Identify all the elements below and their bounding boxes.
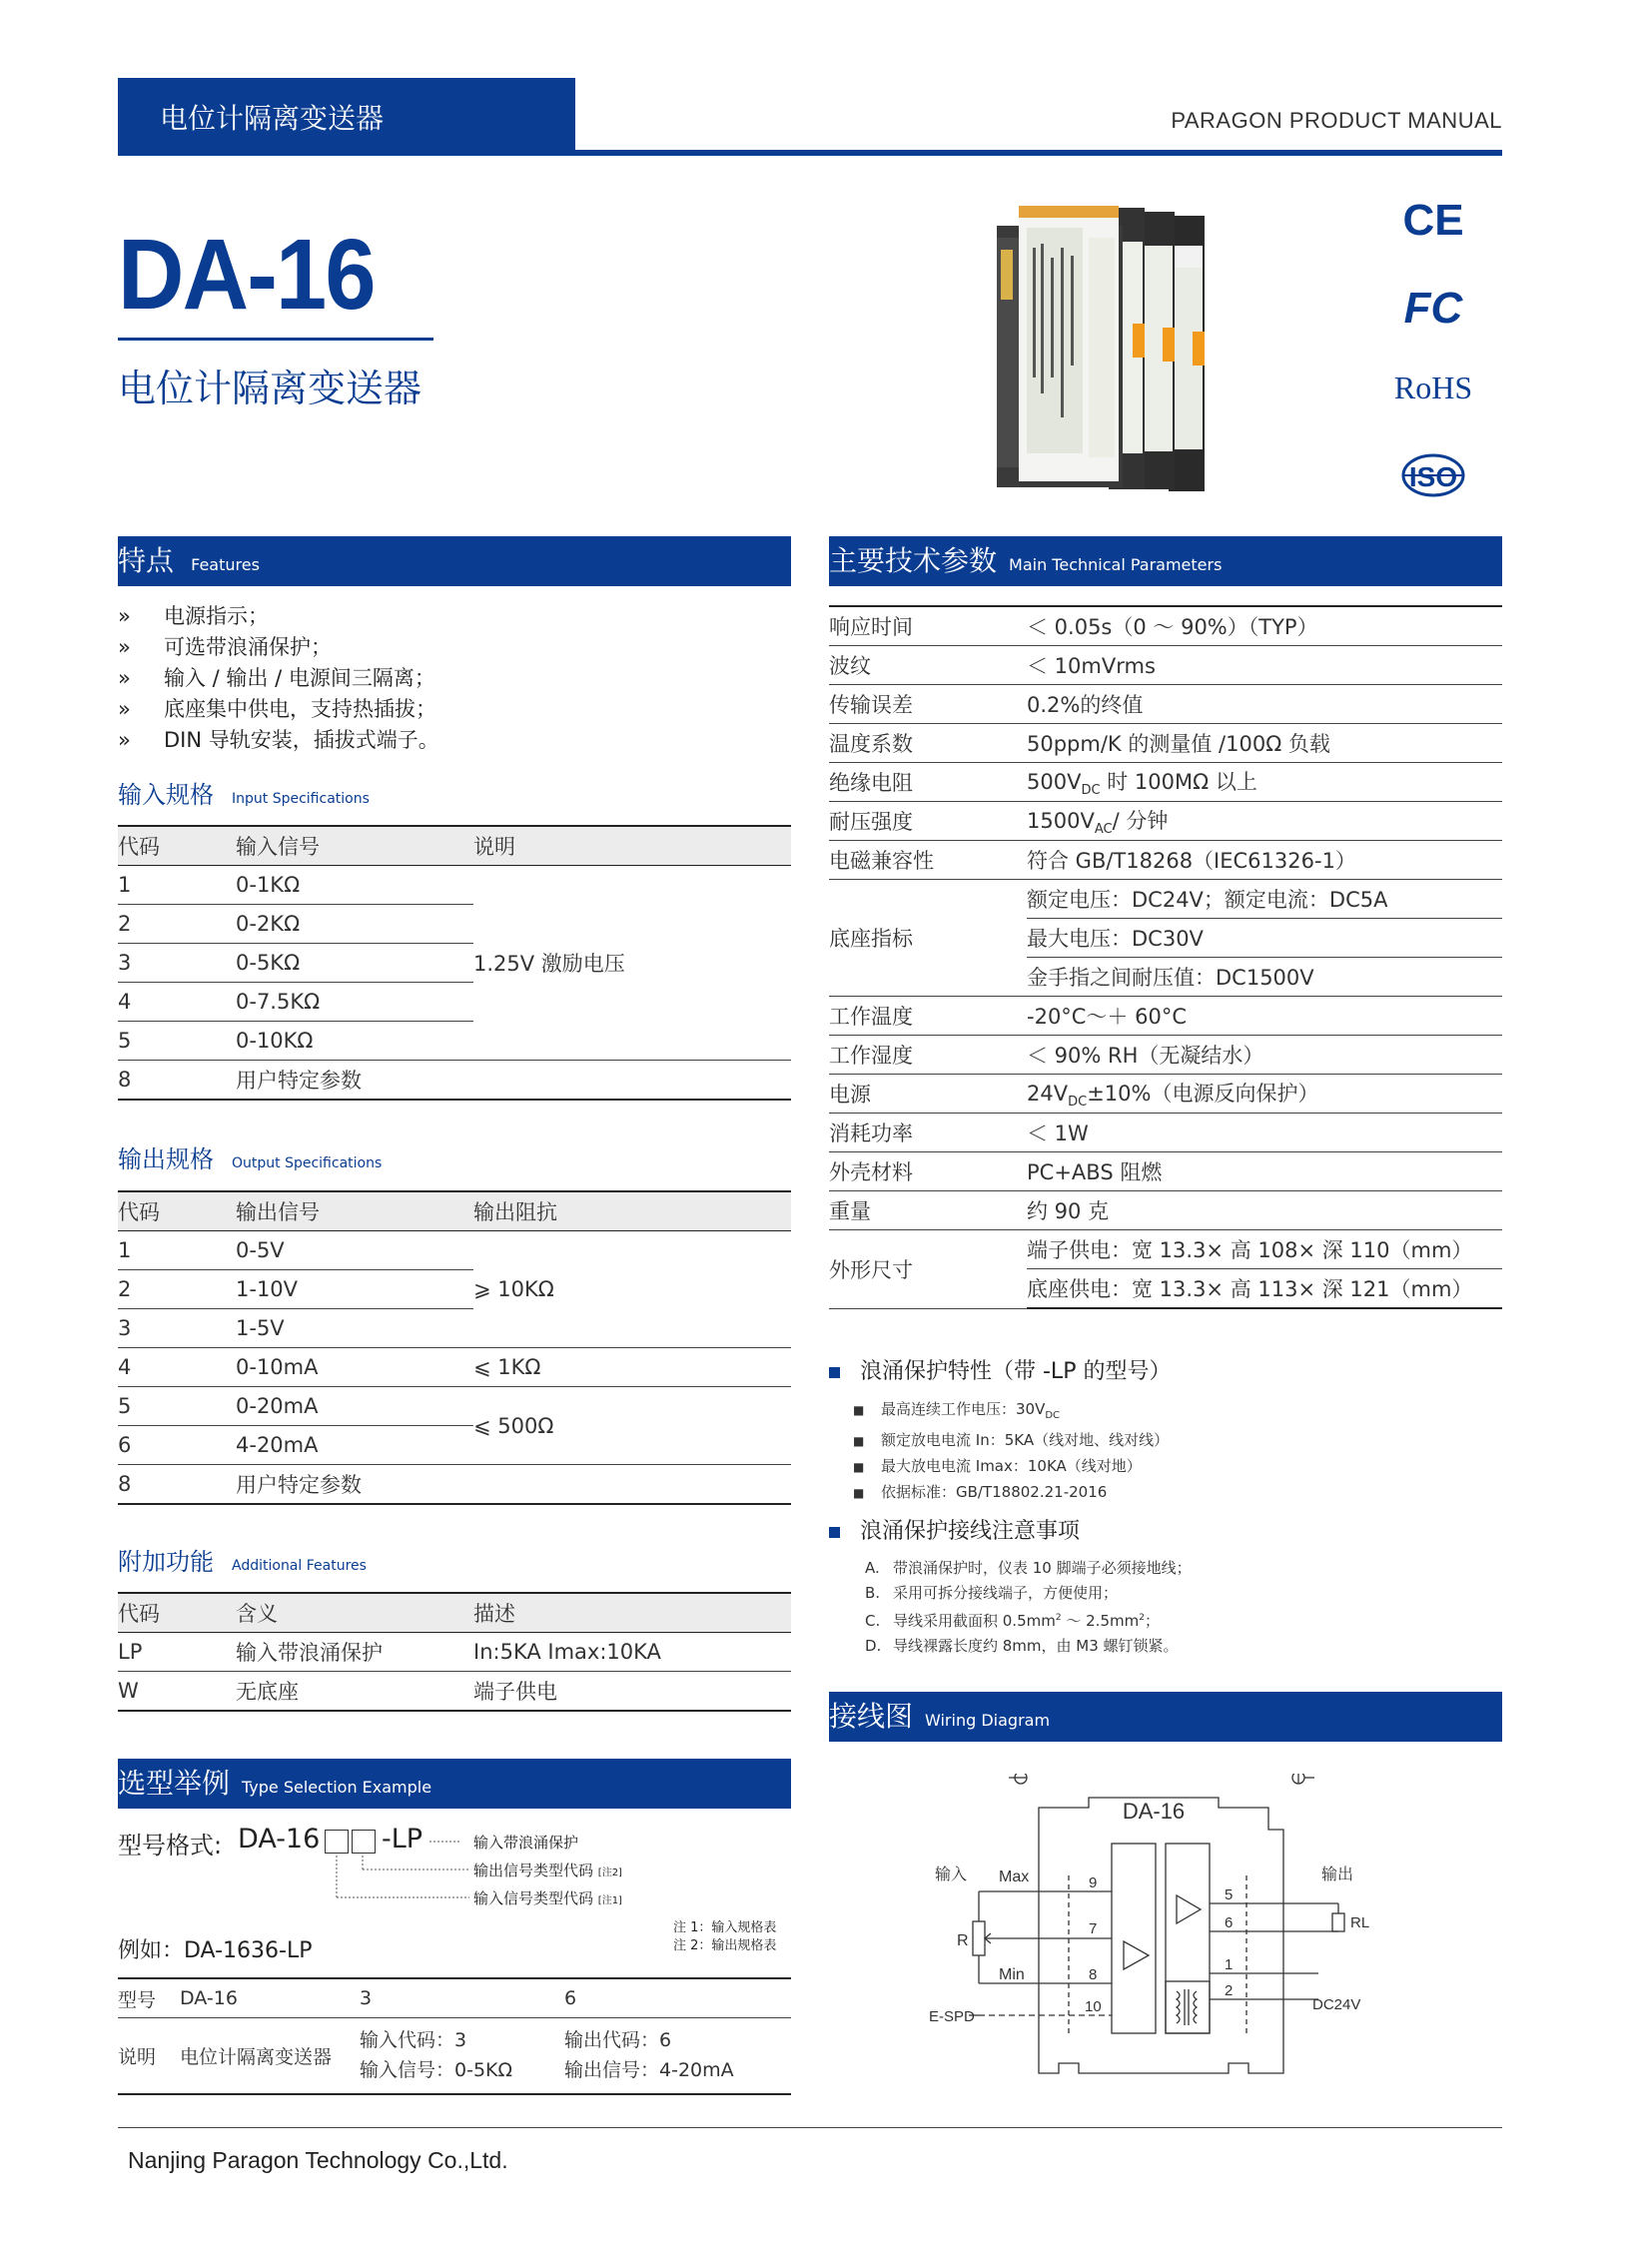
param-row: 电磁兼容性 符合 GB/T18268（IEC61326-1） [829,841,1502,880]
table-row: LP 输入带浪涌保护 In:5KA Imax:10KA [118,1633,791,1672]
param-row: 金手指之间耐压值：DC1500V [829,958,1502,997]
diagram-input-label: 输入 [935,1865,968,1883]
pin-label: 9 [1089,1874,1098,1891]
list-item: ■ 最大放电电流 Imax：10KA（线对地） [853,1457,1142,1475]
table-row: 2 0-2KΩ [118,905,791,944]
table-header-row: 代码 含义 描述 [118,1593,791,1633]
table-row: 3 0-5KΩ [118,944,791,983]
additional-heading: 附加功能 Additional Features [118,1548,367,1576]
output-spec-table [118,1190,791,1505]
iso-mark [1358,451,1508,499]
callout-lines [330,1838,479,1917]
feature-item: » DIN 导轨安装，插拔式端子。 [118,728,439,752]
ce-mark: CE [1402,196,1464,245]
table-row: 1 0-5V ⩾ 10KΩ [118,1231,791,1270]
excitation-note: 1.25V 激励电压 [473,866,791,1061]
features-title: 特点 [118,544,175,577]
pin-label: 1 [1225,1956,1234,1973]
iso-text: ISO [1408,461,1458,492]
features-title-en: Features [191,555,260,574]
param-row: 传输误差 0.2%的终值 [829,685,1502,724]
table-row: 型号 DA-16 3 6 [118,1978,791,2018]
callout-input: 输入信号类型代码 [注1] [473,1889,622,1907]
diagram-esdp-label: E-SPD [929,2008,975,2025]
param-row: 电源 $24V_{DC}\pm 10\%$（电源反向保护） [829,1075,1502,1114]
title-underline [118,338,433,341]
param-row: 底座指标 额定电压：DC24V；额定电流：DC5A [829,880,1502,919]
wiring-notes-heading: 浪涌保护接线注意事项 [829,1514,1080,1545]
input-spec-heading: 输入规格 Input Specifications [118,781,370,809]
param-row: 绝缘电阻 $500V_{DC}$ 时 100MΩ 以上 [829,763,1502,802]
feature-item: » 电源指示； [118,604,269,628]
product-image [989,198,1248,499]
pin-label: 7 [1089,1920,1098,1937]
pin-label: 6 [1225,1914,1234,1931]
param-row: 响应时间 ＜ 0.05s（0 ～ 90%）（TYP） [829,606,1502,646]
surge-heading: 浪涌保护特性（带 -LP 的型号） [829,1354,1171,1385]
manual-label: PARAGON PRODUCT MANUAL [1171,108,1502,133]
table-row: 5 0-20mA ⩽ 500Ω [118,1387,791,1426]
format-label: 型号格式: [118,1832,223,1860]
list-item: C. 导线采用截面积 $0.5mm^2$ ～ $2.5mm^2$； [865,1612,1160,1630]
format-suffix: -LP [382,1824,423,1855]
pin-label: 2 [1225,1982,1234,1999]
diagram-min-label: Min [999,1966,1025,1983]
feature-item: » 输入 / 输出 / 电源间三隔离； [118,666,435,690]
pin-label: 5 [1225,1886,1234,1903]
diagram-rl-label: RL [1350,1914,1370,1931]
table-row: 2 1-10V [118,1270,791,1309]
product-subtitle: 电位计隔离变送器 [118,367,422,410]
features-section-bar [118,536,791,586]
list-item: B. 采用可拆分接线端子，方便使用； [865,1584,1119,1602]
input-spec-table [118,825,791,1101]
diagram-module-label: DA-16 [1122,1799,1186,1824]
table-row: 4 0-10mA ⩽ 1KΩ [118,1348,791,1387]
surge-list [853,1397,1169,1506]
features-list [118,601,717,756]
param-row: 外壳材料 PC+ABS 阻燃 [829,1152,1502,1191]
table-row: 4 0-7.5KΩ [118,983,791,1022]
table-row: 说明 电位计隔离变送器 输入代码：3 输入信号：0-5KΩ 输出代码：6 输出信号：4-20mA [118,2018,791,2094]
table-header-row: 代码 输入信号 说明 [118,826,791,866]
diagram-max-label: Max [999,1868,1030,1885]
param-row: 外形尺寸 端子供电：宽 13.3× 高 108× 深 110（mm） [829,1230,1502,1269]
output-spec-heading: 输出规格 Output Specifications [118,1145,383,1173]
module-front [997,206,1123,487]
footer-rule [118,2127,1502,2128]
callout-output: 输出信号类型代码 [注2] [473,1862,622,1879]
list-item: ■ 最高连续工作电压：$30V_{DC}$ [853,1400,1061,1421]
diagram-section-bar: 接线图 Wiring Diagram [829,1692,1502,1742]
example-label: 例如：DA-1636-LP [118,1938,313,1963]
footer-company: Nanjing Paragon Technology Co.,Ltd. [128,2147,508,2173]
selection-section-bar: 选型举例 Type Selection Example [118,1759,791,1809]
param-row: 波纹 ＜ 10mVrms [829,646,1502,685]
format-model: DA-16 [238,1824,321,1855]
list-item: A. 带浪涌保护时，仪表 10 脚端子必须接地线； [865,1559,1192,1577]
param-row: 最大电压：DC30V [829,919,1502,958]
param-row: 工作湿度 ＜ 90% RH（无凝结水） [829,1036,1502,1075]
diagram-dc-label: DC24V [1312,1996,1361,2013]
table-row: 8 用户特定参数 [118,1465,791,1505]
table-row: 1 0-1KΩ 1.25V 激励电压 [118,866,791,905]
pin-label: 10 [1085,1998,1102,2015]
param-row: 耐压强度 $1500V_{AC}/$ 分钟 [829,802,1502,841]
table-notes: 注 1：输入规格表 注 2：输出规格表 [673,1920,777,1953]
header-tab: 电位计隔离变送器 [118,78,575,156]
list-item: ■ 额定放电电流 In：5KA（线对地、线对线） [853,1431,1170,1449]
table-header-row: 代码 输出信号 输出阻抗 [118,1191,791,1231]
diagram-r-label: R [957,1932,969,1949]
param-row: 重量 约 90 克 [829,1191,1502,1230]
wiring-diagram [929,1774,1388,2093]
example-table [118,1977,791,2095]
feature-item: » 可选带浪涌保护； [118,635,332,659]
param-row: 温度系数 50ppm/K 的测量值 /100Ω 负载 [829,724,1502,763]
wiring-notes-list [865,1556,1192,1659]
fcc-mark: FC [1403,284,1463,333]
params-table [829,605,1502,1309]
table-row: 6 4-20mA [118,1426,791,1465]
table-row: 3 1-5V [118,1309,791,1348]
param-row: 底座供电：宽 13.3× 高 113× 深 121（mm） [829,1269,1502,1309]
table-row: 5 0-10KΩ [118,1022,791,1061]
list-item: D. 导线裸露长度约 8mm，由 M3 螺钉锁紧。 [865,1637,1179,1655]
model-title: DA-16 [118,219,375,331]
header-rule [118,150,1502,156]
diagram-output-label: 输出 [1321,1865,1354,1883]
rohs-mark: RoHS [1393,370,1473,405]
table-row: W 无底座 端子供电 [118,1672,791,1712]
pin-label: 8 [1089,1966,1098,1983]
feature-item: » 底座集中供电，支持热插拔； [118,697,436,721]
table-row: 8 用户特定参数 [118,1061,791,1101]
callout-lp: 输入带浪涌保护 [473,1834,579,1852]
params-section-bar: 主要技术参数 Main Technical Parameters [829,536,1502,586]
param-row: 消耗功率 ＜ 1W [829,1114,1502,1152]
list-item: ■ 依据标准：GB/T18802.21-2016 [853,1483,1108,1501]
additional-table [118,1592,791,1712]
param-row: 工作温度 -20°C～＋ 60°C [829,997,1502,1036]
